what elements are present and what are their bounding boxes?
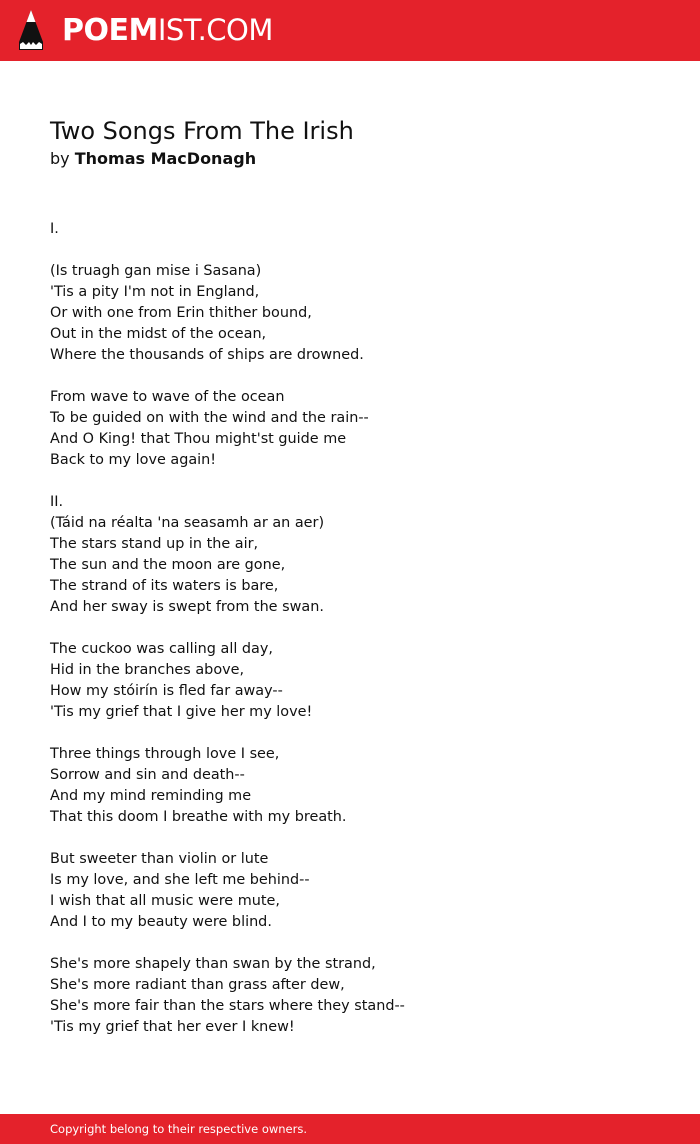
poem-line: Three things through love I see, <box>50 746 280 762</box>
poem-line: From wave to wave of the ocean <box>50 389 285 405</box>
site-logo-text[interactable] <box>62 13 273 47</box>
poem-line: And her sway is swept from the swan. <box>50 599 324 615</box>
poem-line: She's more fair than the stars where they stand-- <box>50 998 405 1014</box>
poem-line: I wish that all music were mute, <box>50 893 280 909</box>
stanza <box>50 387 650 471</box>
poem-line: Hid in the branches above, <box>50 662 245 678</box>
poem-line: 'Tis my grief that her ever I knew! <box>50 1019 295 1035</box>
poem-line: 'Tis my grief that I give her my love! <box>50 704 313 720</box>
stanza <box>50 639 650 723</box>
stanza <box>50 744 650 828</box>
poem-line: She's more shapely than swan by the strand, <box>50 956 376 972</box>
author-name[interactable]: Thomas MacDonagh <box>74 149 257 168</box>
pencil-icon[interactable] <box>18 9 44 51</box>
stanza <box>50 219 650 240</box>
stanza <box>50 492 650 618</box>
brand-bold-text: POEM <box>62 13 158 48</box>
poem-line: The sun and the moon are gone, <box>50 557 286 573</box>
poem-line: And I to my beauty were blind. <box>50 914 272 930</box>
poem-title: Two Songs From The Irish <box>50 117 354 145</box>
poem-line: But sweeter than violin or lute <box>50 851 269 867</box>
poem-line: That this doom I breathe with my breath. <box>50 809 347 825</box>
poem-line: (Táid na réalta 'na seasamh ar an aer) <box>50 515 325 531</box>
by-label: by <box>50 149 70 168</box>
stanza <box>50 261 650 366</box>
poem-line: And my mind reminding me <box>50 788 252 804</box>
poem-line: The stars stand up in the air, <box>50 536 259 552</box>
poem-line: Is my love, and she left me behind-- <box>50 872 310 888</box>
poem-line: I. <box>50 221 59 237</box>
poem-line: Or with one from Erin thither bound, <box>50 305 312 321</box>
poem-line: (Is truagh gan mise i Sasana) <box>50 263 262 279</box>
poem-line: Where the thousands of ships are drowned. <box>50 347 364 363</box>
brand-light-text: IST.COM <box>157 13 273 47</box>
poem-line: II. <box>50 494 64 510</box>
byline <box>50 148 256 170</box>
poem-line: Out in the midst of the ocean, <box>50 326 267 342</box>
poem-body <box>50 219 650 1038</box>
stanza <box>50 849 650 933</box>
stanza <box>50 954 650 1038</box>
poem-line: The cuckoo was calling all day, <box>50 641 273 657</box>
poem-line: And O King! that Thou might'st guide me <box>50 431 347 447</box>
poem-line: Back to my love again! <box>50 452 217 468</box>
poem-line: She's more radiant than grass after dew, <box>50 977 345 993</box>
poem-line: Sorrow and sin and death-- <box>50 767 245 783</box>
site-header <box>0 0 700 61</box>
poem-line: How my stóirín is fled far away-- <box>50 683 283 699</box>
poem-line: To be guided on with the wind and the rain-- <box>50 410 369 426</box>
poem-line: 'Tis a pity I'm not in England, <box>50 284 260 300</box>
copyright-notice: Copyright belong to their respective owners. <box>50 1122 308 1136</box>
poem-line: The strand of its waters is bare, <box>50 578 279 594</box>
site-footer <box>0 1114 700 1144</box>
